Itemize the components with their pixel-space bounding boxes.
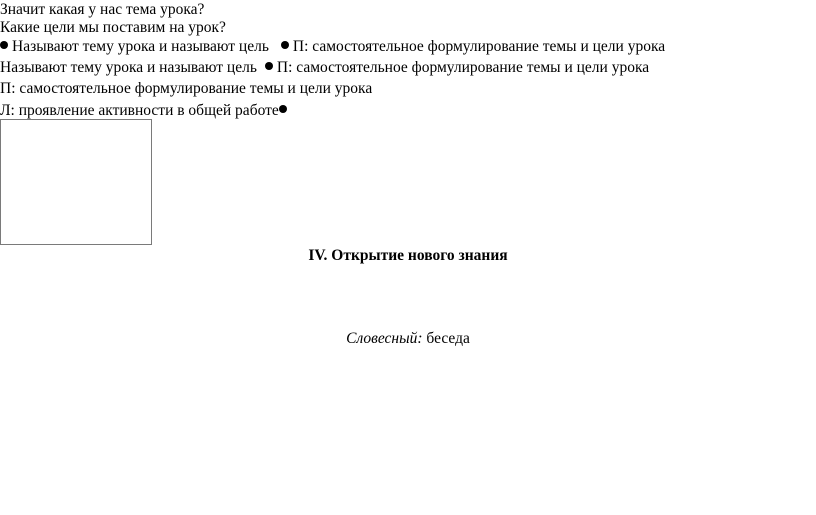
bullet-icon [0, 41, 8, 49]
personal-outcome [0, 102, 287, 120]
empty-frame [0, 119, 152, 245]
bullet-icon [265, 62, 273, 70]
cognitive-outcome-text: П: самостоятельное формулирование темы и цели урока [0, 80, 373, 97]
personal-outcome-text: Л: проявление активности в общей работе [0, 102, 279, 119]
method-line [0, 330, 816, 348]
bullet-icon [279, 105, 287, 113]
bullet-icon [281, 41, 289, 49]
question-goals-text: Какие цели мы поставим на урок? [0, 19, 226, 36]
question-topic [0, 1, 204, 19]
method-value: беседа [426, 330, 470, 347]
question-topic-text: Значит какая у нас тема урока? [0, 1, 205, 18]
method-label: Словесный: [346, 330, 423, 347]
student-activity-text: Называют тему урока и называют цель [0, 59, 257, 76]
learning-outcome-text: П: самостоятельное формулирование темы и цели урока [276, 59, 650, 76]
cognitive-outcome [0, 80, 372, 98]
activity-row-bulleted [0, 38, 665, 56]
section-heading: IV. Открытие нового знания [308, 247, 508, 264]
student-activity-text: Называют тему урока и называют цель [12, 38, 269, 55]
question-goals [0, 19, 226, 37]
learning-outcome-text: П: самостоятельное формулирование темы и цели урока [292, 38, 666, 55]
activity-row [0, 59, 649, 77]
